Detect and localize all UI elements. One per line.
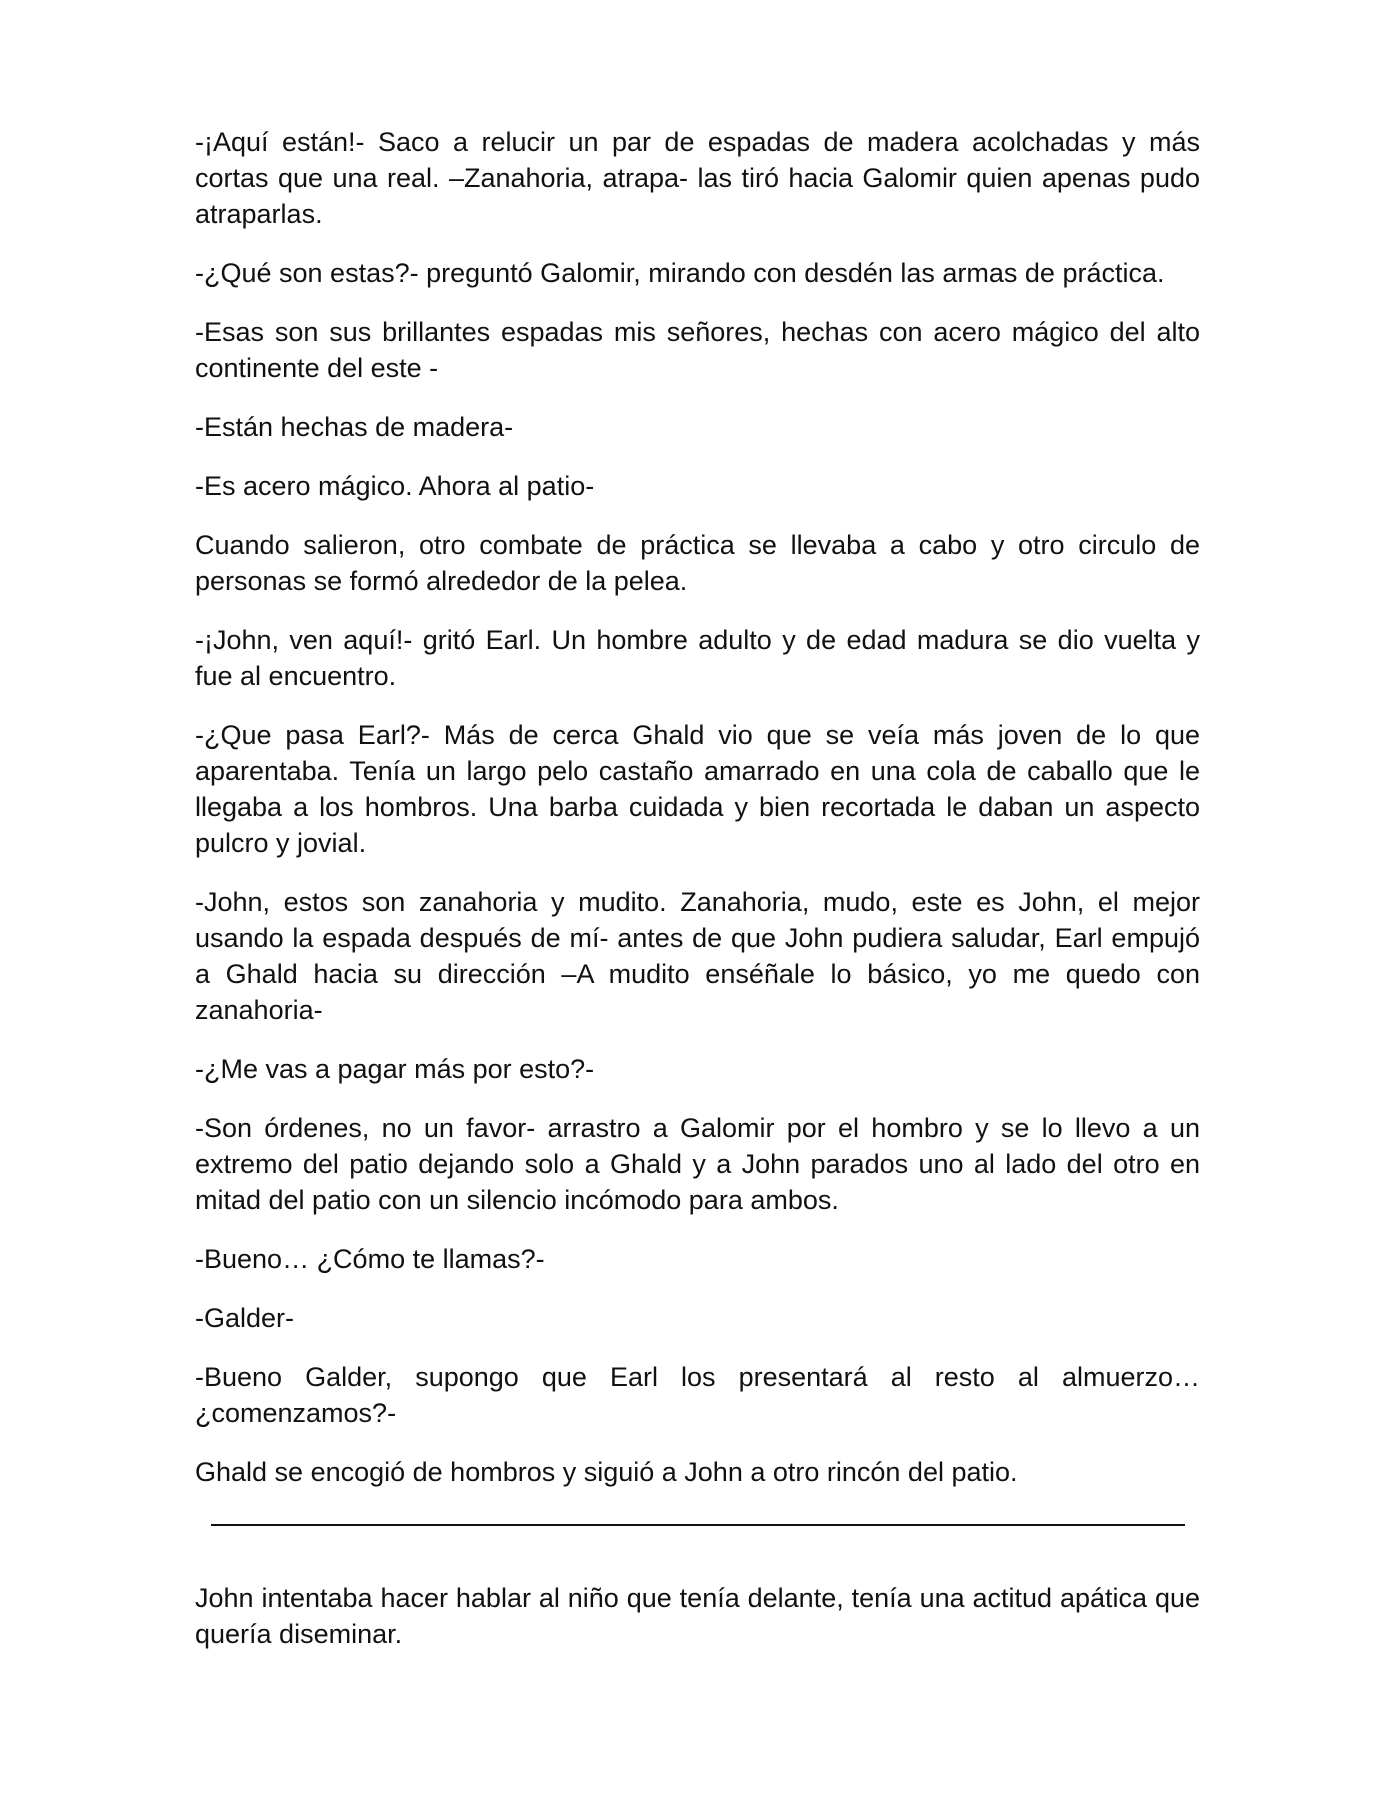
paragraph: -¿Que pasa Earl?- Más de cerca Ghald vio que se veía más joven de lo que aparentaba. Tenía un largo pelo castaño amarrado en una cola de caballo que le llegaba a los hombros. Una barba cuidada y bien recortada le daban un aspecto pulcro y jovial. bbox=[195, 720, 1200, 858]
paragraph: -Bueno… ¿Cómo te llamas?- bbox=[195, 1244, 545, 1274]
paragraph: -¿Qué son estas?- preguntó Galomir, mirando con desdén las armas de práctica. bbox=[195, 258, 1165, 288]
paragraph: -Galder- bbox=[195, 1303, 295, 1333]
document-page bbox=[195, 124, 1200, 1675]
paragraph: Cuando salieron, otro combate de práctica se llevaba a cabo y otro circulo de personas se formó alrededor de la pelea. bbox=[195, 530, 1200, 596]
paragraph: -Son órdenes, no un favor- arrastro a Galomir por el hombro y se lo llevo a un extremo del patio dejando solo a Ghald y a John parados uno al lado del otro en mitad del patio con un silencio incómodo para ambos. bbox=[195, 1113, 1200, 1215]
paragraph: John intentaba hacer hablar al niño que tenía delante, tenía una actitud apática que quería diseminar. bbox=[195, 1583, 1200, 1649]
paragraph: -¡Aquí están!- Saco a relucir un par de espadas de madera acolchadas y más cortas que una real. –Zanahoria, atrapa- las tiró hacia Galomir quien apenas pudo atraparlas. bbox=[195, 127, 1200, 229]
paragraph: -¡John, ven aquí!- gritó Earl. Un hombre adulto y de edad madura se dio vuelta y fue al encuentro. bbox=[195, 625, 1200, 691]
paragraph: Ghald se encogió de hombros y siguió a John a otro rincón del patio. bbox=[195, 1457, 1018, 1487]
paragraph: -Esas son sus brillantes espadas mis señores, hechas con acero mágico del alto continente del este - bbox=[195, 317, 1200, 383]
paragraph: -Bueno Galder, supongo que Earl los presentará al resto al almuerzo… ¿comenzamos?- bbox=[195, 1362, 1200, 1428]
paragraph: -John, estos son zanahoria y mudito. Zanahoria, mudo, este es John, el mejor usando la espada después de mí- antes de que John pudiera saludar, Earl empujó a Ghald hacia su dirección –A mudito enséñale lo básico, yo me quedo con zanahoria- bbox=[195, 887, 1200, 1025]
scene-break-line bbox=[211, 1524, 1185, 1526]
paragraph: -¿Me vas a pagar más por esto?- bbox=[195, 1054, 595, 1084]
paragraph: -Es acero mágico. Ahora al patio- bbox=[195, 471, 595, 501]
paragraph: -Están hechas de madera- bbox=[195, 412, 514, 442]
